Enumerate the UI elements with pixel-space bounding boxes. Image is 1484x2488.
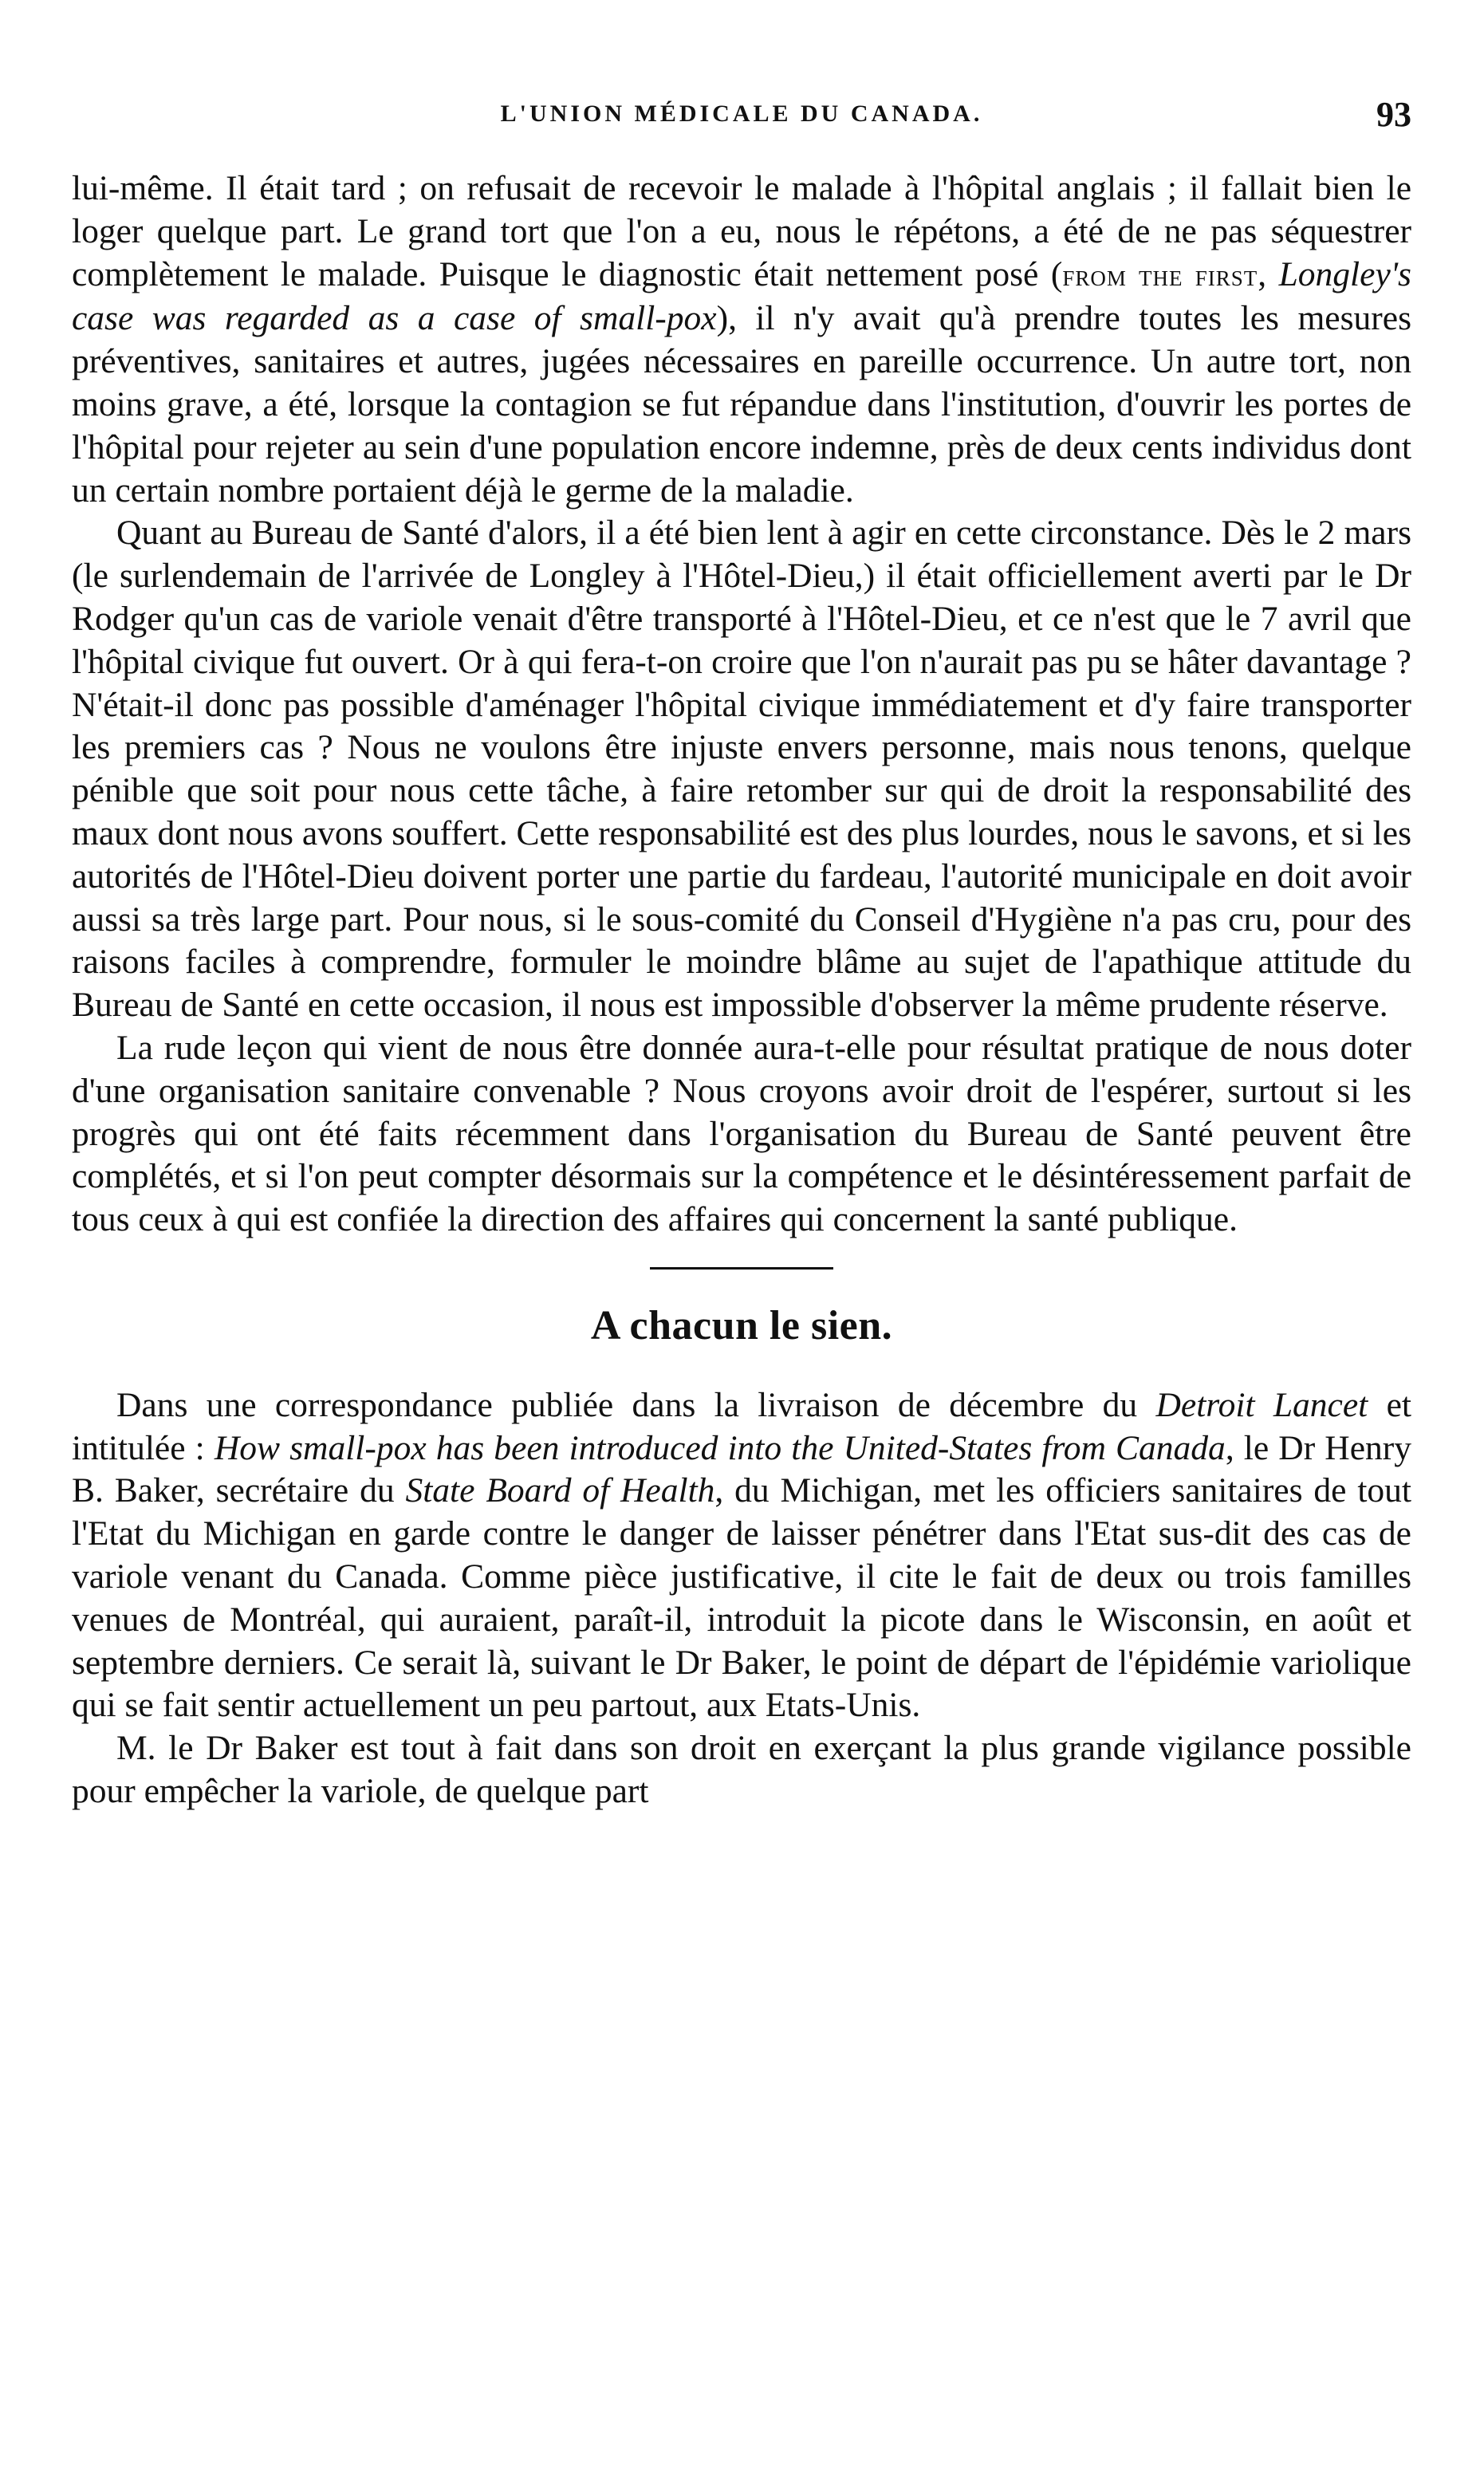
section-divider: [650, 1267, 833, 1270]
italic-article-title: How small-pox has been introduced into the United-States from Canada: [214, 1428, 1226, 1467]
article1-paragraph-3: La rude leçon qui vient de nous être donnée aura-t-elle pour résultat pratique de nous doter d'une organisation sanitaire convenable ? Nous croyons avoir droit de l'espérer, surtout si les progrès qui ont été faits récemment dans l'organisation du Bureau de Santé peuvent être complétés, et si l'on peut compter désormais sur la compétence et le désintéressement parfait de tous ceux à qui est confiée la direction des affaires qui concernent la santé publique.: [72, 1028, 1411, 1239]
italic-organization-name: State Board of Health: [405, 1471, 715, 1510]
section-title: A chacun le sien.: [590, 1302, 893, 1348]
text-run: Dans une correspondance publiée dans la livraison de décembre du: [116, 1385, 1156, 1424]
running-header: [72, 94, 1411, 142]
text-column: [72, 167, 1411, 1813]
small-caps-text: from the first: [1062, 258, 1258, 293]
text-run: , du Michigan, met les officiers sanitaires de tout l'Etat du Michigan en garde contre le danger de laisser pénétrer dans l'Etat sus-dit des cas de variole venant du Canada. Comme pièce justificative, il cite le fait de deux ou trois familles venues de Montréal, qui auraient, paraît-il, introduit la picote dans le Wisconsin, en août et septembre derniers. Ce serait là, suivant le Dr Baker, le point de départ de l'épidémie variolique qui se fait sentir actuellement un peu partout, aux Etats-Unis.: [72, 1471, 1412, 1725]
article2-paragraph-1: [72, 1384, 1411, 1727]
article1-paragraph-1: [72, 167, 1411, 512]
italic-journal-name: Detroit Lancet: [1155, 1385, 1368, 1424]
text-run: ), il n'y avait qu'à prendre toutes les mesures préventives, sanitaires et autres, jugées nécessaires en pareille occurrence. Un autre tort, non moins grave, a été, lorsque la contagion se fut répandue dans l'institution, d'ouvrir les portes de l'hôpital pour rejeter au sein d'une population encore indemne, près de deux cents individus dont un certain nombre portaient déjà le germe de la maladie.: [72, 299, 1411, 510]
page-number: 93: [1376, 95, 1411, 134]
italic-quote: Longley's case was regarded as a case of small-pox: [72, 254, 1411, 338]
article2-paragraph-2: M. le Dr Baker est tout à fait dans son droit en exerçant la plus grande vigilance possible pour empêcher la variole, de quelque part: [72, 1729, 1411, 1810]
journal-title: L'UNION MÉDICALE DU CANADA.: [500, 100, 983, 127]
text-run: lui-même. Il était tard ; on refusait de recevoir le malade à l'hôpital anglais ; il fallait bien le loger quelque part. Le grand tort que l'on a eu, nous le répétons, a été de ne pas séquestrer complètement le malade. Puisque le diagnostic était nettement posé (: [72, 169, 1411, 293]
text-run: et intitulée :: [72, 1385, 1411, 1467]
text-run: , le Dr Henry B. Baker, secrétaire du: [72, 1428, 1411, 1510]
article1-paragraph-2: Quant au Bureau de Santé d'alors, il a été bien lent à agir en cette circonstance. Dès le 2 mars (le surlendemain de l'arrivée de Longley à l'Hôtel-Dieu,) il était officiellement averti par le Dr Rodger qu'un cas de variole venait d'être transporté à l'Hôtel-Dieu, et ce n'est que le 7 avril que l'hôpital civique fut ouvert. Or à qui fera-t-on croire que l'on n'aurait pas pu se hâter davantage ? N'était-il donc pas possible d'aménager l'hôpital civique immédiatement et d'y faire transporter les premiers cas ? Nous ne voulons être injuste envers personne, mais nous tenons, quelque pénible que soit pour nous cette tâche, à faire retomber sur qui de droit la responsabilité des maux dont nous avons souffert. Cette responsabilité est des plus lourdes, nous le savons, et si les autorités de l'Hôtel-Dieu doivent porter une partie du fardeau, l'autorité municipale en doit avoir aussi sa très large part. Pour nous, si le sous-comité du Conseil d'Hygiène n'a pas cru, pour des raisons faciles à comprendre, formuler le moindre blâme au sujet de l'apathique attitude du Bureau de Santé en cette occasion, il nous est impossible d'observer la même prudente réserve.: [72, 514, 1411, 1025]
text-run: ,: [1258, 254, 1279, 293]
